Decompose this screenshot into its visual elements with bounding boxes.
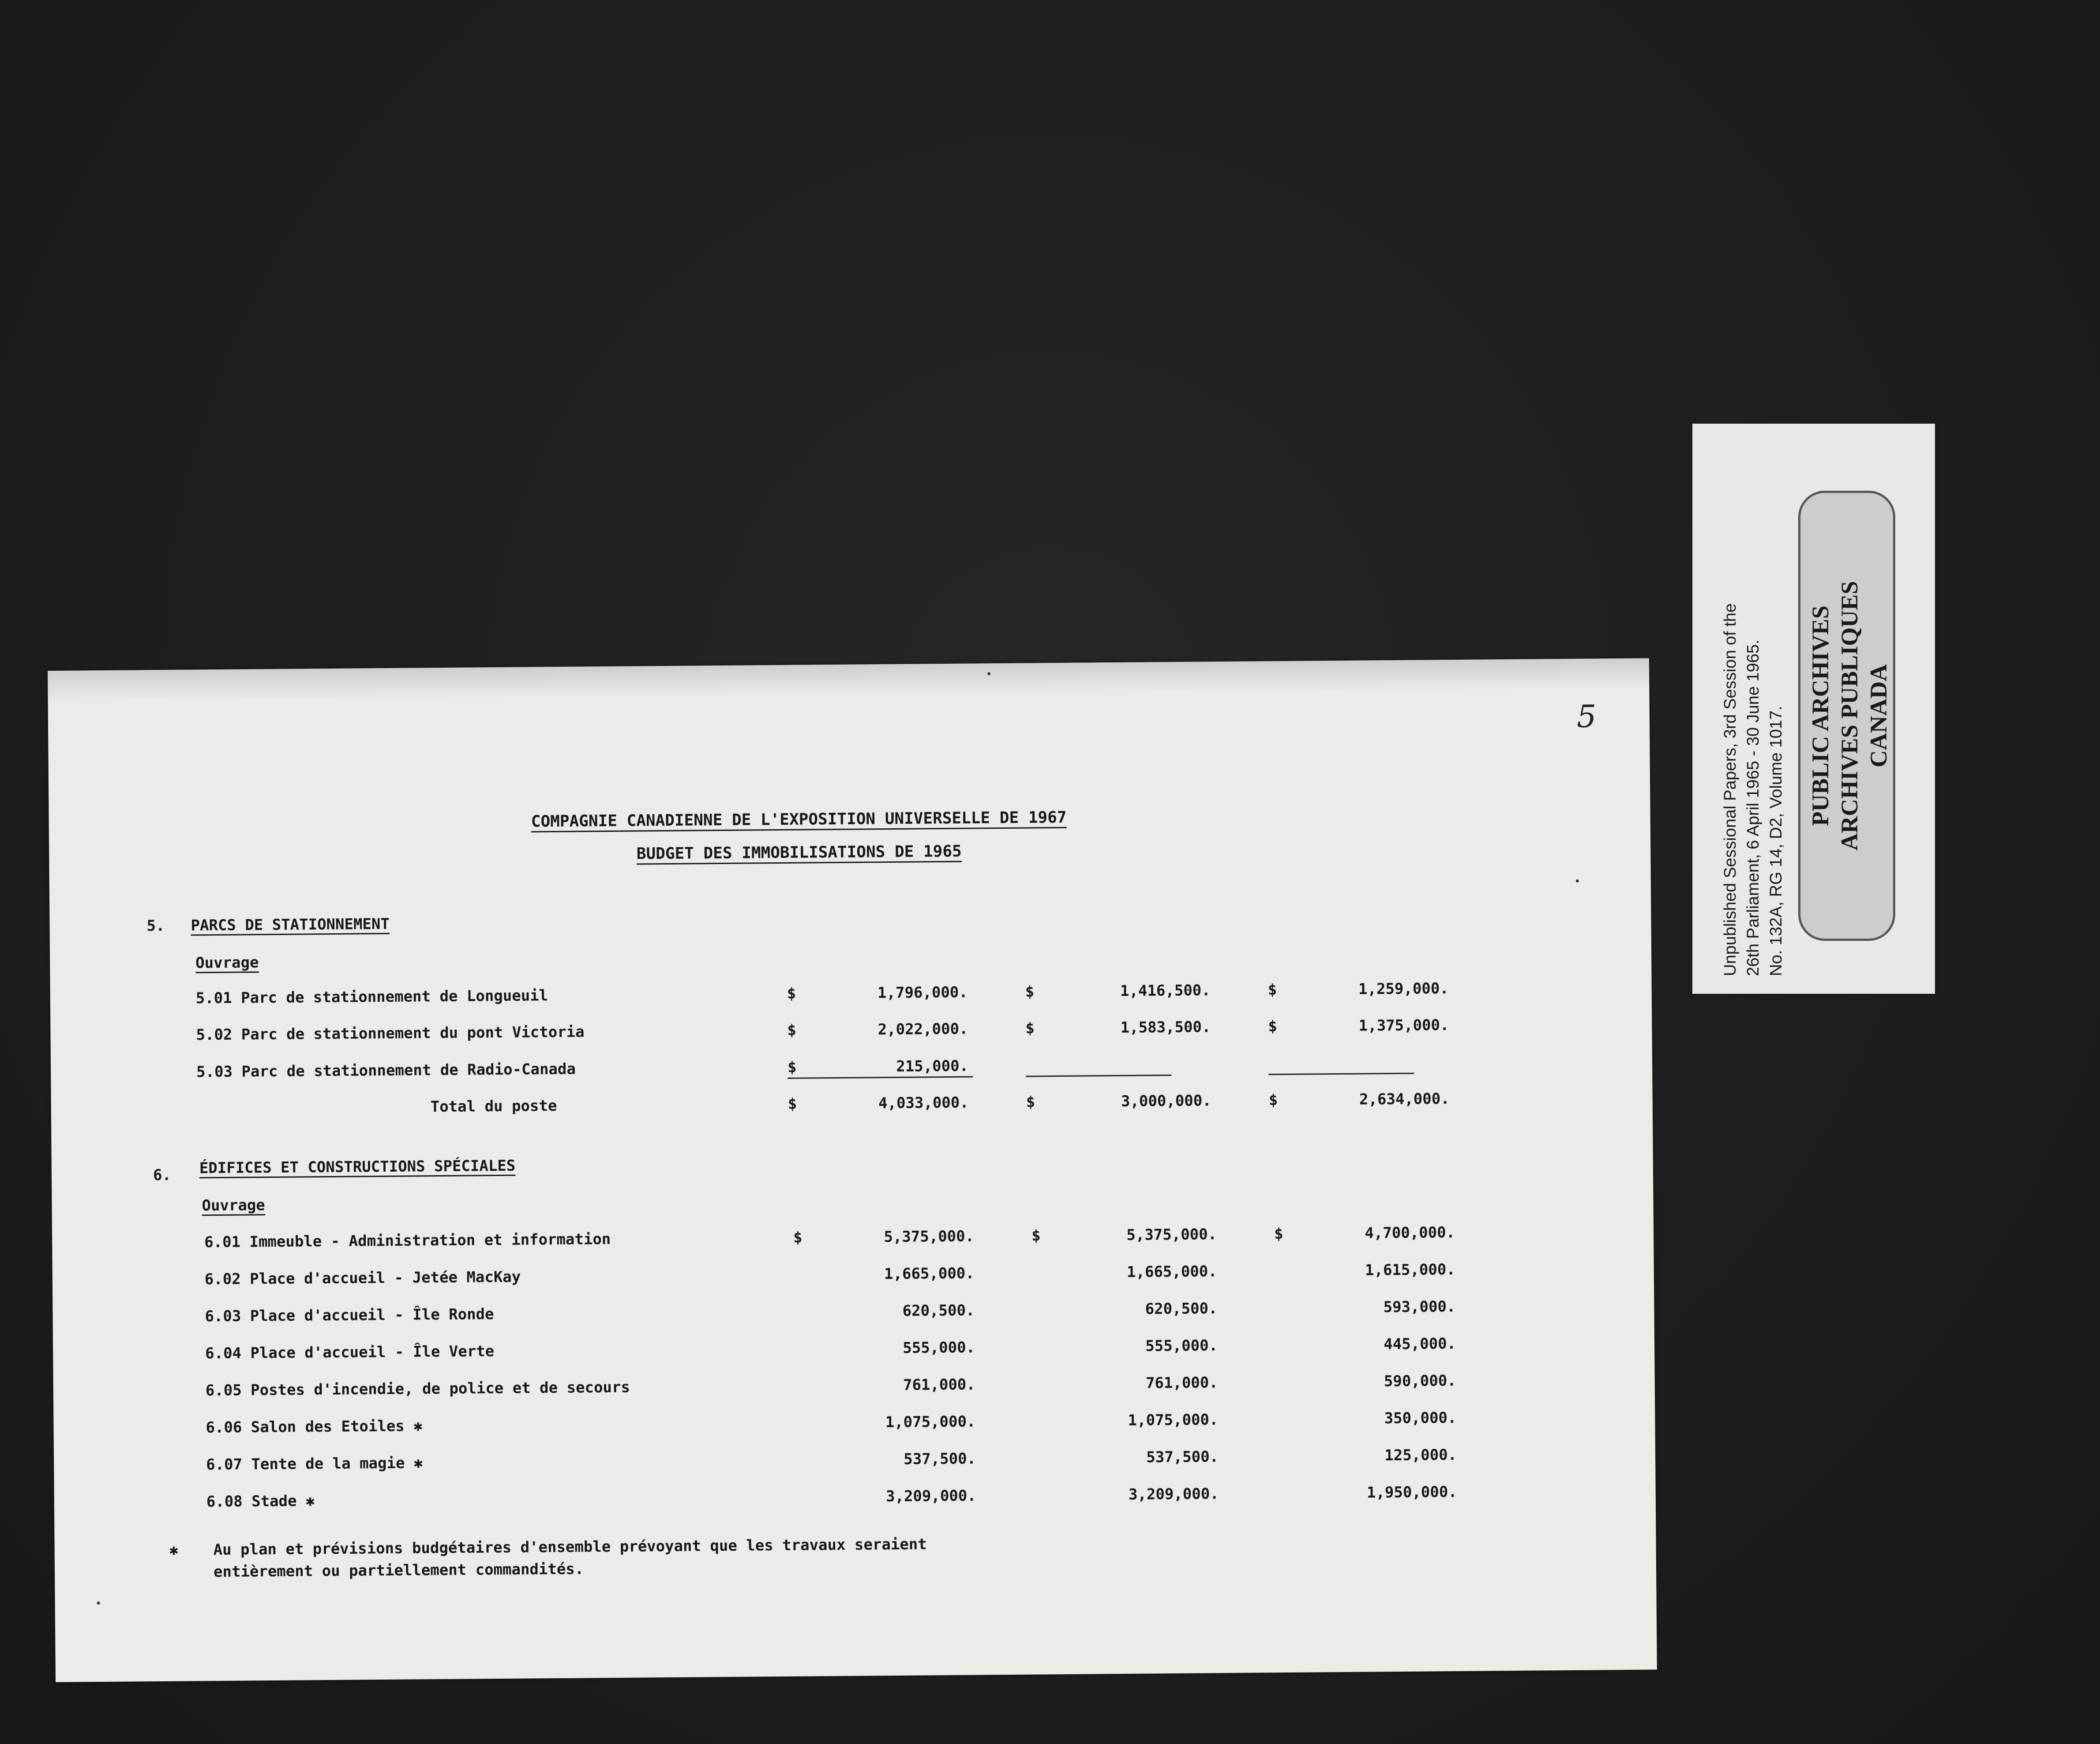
budget-title: BUDGET DES IMMOBILISATIONS DE 1965 bbox=[636, 842, 962, 863]
total-col3: 2,634,000. bbox=[1359, 1090, 1450, 1109]
line-item-label: 6.05 Postes d'incendie, de police et de secours bbox=[205, 1378, 630, 1400]
total-label: Total du poste bbox=[430, 1097, 557, 1116]
amount-col1: 1,075,000. bbox=[885, 1413, 976, 1432]
page-number: 5 bbox=[1576, 698, 1597, 735]
dollar-sign: $ bbox=[1026, 1093, 1035, 1111]
amount-col2: 761,000. bbox=[1145, 1374, 1218, 1392]
amount-col3: 125,000. bbox=[1384, 1446, 1457, 1465]
amount-col3: 445,000. bbox=[1384, 1334, 1456, 1353]
amount-col2: 1,416,500. bbox=[1120, 981, 1211, 1000]
line-item-label: 6.03 Place d'accueil - Île Ronde bbox=[205, 1305, 494, 1326]
section-number: 5. bbox=[146, 917, 165, 935]
amount-col3: 1,615,000. bbox=[1365, 1260, 1455, 1279]
line-item-label: 6.08 Stade ✱ bbox=[206, 1492, 315, 1511]
section-number: 6. bbox=[153, 1166, 172, 1184]
amount-col1: 537,500. bbox=[904, 1450, 976, 1468]
amount-col3: 4,700,000. bbox=[1365, 1223, 1455, 1242]
citation-line: No. 132A, RG 14, D2, Volume 1017. bbox=[1767, 706, 1785, 976]
amount-col1: 2,022,000. bbox=[878, 1020, 968, 1039]
stamp-line: CANADA bbox=[1865, 664, 1892, 767]
amount-col1: 5,375,000. bbox=[884, 1227, 975, 1246]
archive-label bbox=[1692, 424, 1935, 994]
section-title: ÉDIFICES ET CONSTRUCTIONS SPÉCIALES bbox=[199, 1157, 516, 1177]
amount-col2: 1,665,000. bbox=[1126, 1263, 1217, 1281]
line-item-label: 6.02 Place d'accueil - Jetée MacKay bbox=[204, 1268, 521, 1289]
subtotal-rule bbox=[788, 1076, 973, 1079]
archives-stamp bbox=[1798, 491, 1895, 941]
dollar-sign: $ bbox=[787, 1058, 797, 1076]
company-title: COMPAGNIE CANADIENNE DE L'EXPOSITION UNIVERSELLE DE 1967 bbox=[531, 808, 1067, 831]
section-subheading: Ouvrage bbox=[195, 954, 259, 972]
dollar-sign: $ bbox=[1268, 1091, 1278, 1109]
amount-col3: 350,000. bbox=[1384, 1409, 1457, 1428]
section-subheading: Ouvrage bbox=[202, 1196, 265, 1215]
dollar-sign: $ bbox=[1031, 1227, 1041, 1245]
section-title: PARCS DE STATIONNEMENT bbox=[191, 915, 390, 935]
footnote-marker: ✱ bbox=[169, 1541, 179, 1559]
amount-col3: 1,259,000. bbox=[1358, 980, 1449, 998]
amount-col2: 5,375,000. bbox=[1126, 1225, 1217, 1244]
line-item-label: 6.06 Salon des Etoiles ✱ bbox=[206, 1417, 423, 1437]
amount-col2: 537,500. bbox=[1146, 1448, 1219, 1466]
footnote-line: Au plan et prévisions budgétaires d'ensemble prévoyant que les travaux seraient bbox=[213, 1535, 927, 1559]
dollar-sign: $ bbox=[788, 1095, 797, 1113]
footnote-line: entièrement ou partiellement commandités. bbox=[213, 1560, 584, 1581]
line-item-label: 5.02 Parc de stationnement du pont Victoria bbox=[196, 1023, 585, 1044]
archive-citation bbox=[1719, 438, 1788, 976]
line-item-label: 6.04 Place d'accueil - Île Verte bbox=[205, 1342, 495, 1363]
dollar-sign: $ bbox=[1025, 983, 1035, 1001]
stamp-line: PUBLIC ARCHIVES bbox=[1807, 605, 1834, 826]
amount-col3: 590,000. bbox=[1384, 1372, 1456, 1391]
citation-line: 26th Parliament, 6 April 1965 - 30 June 1965. bbox=[1744, 639, 1762, 976]
amount-col2: 3,209,000. bbox=[1128, 1485, 1219, 1503]
amount-col1: 555,000. bbox=[903, 1338, 975, 1357]
amount-col1: 3,209,000. bbox=[885, 1487, 976, 1506]
amount-col2: 1,075,000. bbox=[1128, 1411, 1219, 1429]
amount-col2: 620,500. bbox=[1145, 1300, 1218, 1318]
amount-col1: 1,665,000. bbox=[884, 1264, 975, 1283]
amount-col1: 761,000. bbox=[903, 1376, 975, 1394]
dollar-sign: $ bbox=[793, 1229, 802, 1247]
document-page bbox=[48, 658, 1657, 1682]
amount-col3: 1,950,000. bbox=[1366, 1483, 1457, 1502]
line-item-label: 5.03 Parc de stationnement de Radio-Canada bbox=[196, 1060, 576, 1081]
dollar-sign: $ bbox=[1274, 1225, 1283, 1243]
amount-col1: 1,796,000. bbox=[877, 983, 968, 1002]
dollar-sign: $ bbox=[1025, 1019, 1035, 1037]
line-item-label: 5.01 Parc de stationnement de Longueuil bbox=[195, 987, 548, 1007]
subtotal-rule bbox=[1268, 1073, 1414, 1075]
amount-col3: 1,375,000. bbox=[1358, 1016, 1449, 1035]
stamp-line: ARCHIVES PUBLIQUES bbox=[1836, 581, 1863, 851]
amount-col1: 620,500. bbox=[902, 1301, 975, 1320]
amount-col2: 1,583,500. bbox=[1120, 1018, 1211, 1037]
dust-speck bbox=[97, 1601, 100, 1605]
total-col1: 4,033,000. bbox=[878, 1094, 969, 1113]
line-item-label: 6.01 Immeuble - Administration et information bbox=[204, 1230, 611, 1252]
line-item-label: 6.07 Tente de la magie ✱ bbox=[206, 1454, 423, 1474]
dollar-sign: $ bbox=[787, 985, 796, 1003]
citation-line: Unpublished Sessional Papers, 3rd Session of the bbox=[1721, 603, 1740, 976]
subtotal-rule bbox=[1026, 1075, 1171, 1077]
amount-col1: 215,000. bbox=[896, 1057, 969, 1075]
amount-col3: 593,000. bbox=[1383, 1297, 1456, 1316]
dollar-sign: $ bbox=[787, 1021, 797, 1039]
total-col2: 3,000,000. bbox=[1121, 1092, 1211, 1110]
amount-col2: 555,000. bbox=[1145, 1337, 1218, 1355]
dust-speck bbox=[987, 672, 990, 675]
dollar-sign: $ bbox=[1268, 981, 1277, 999]
dollar-sign: $ bbox=[1268, 1018, 1278, 1036]
dust-speck bbox=[1576, 880, 1579, 883]
